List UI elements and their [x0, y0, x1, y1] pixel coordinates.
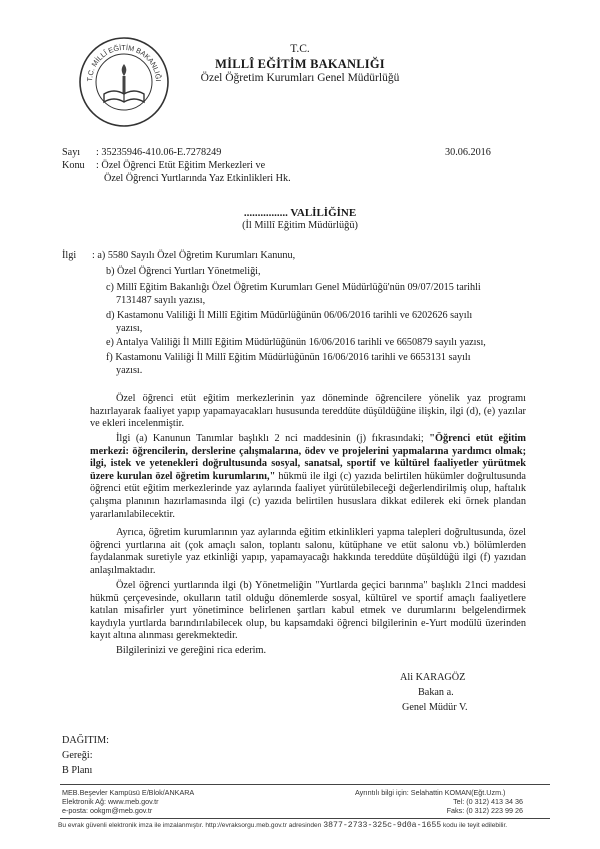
paragraph-5: [90, 645, 526, 658]
verification-code: 3877-2733-325c-9d0a-1655: [323, 821, 442, 830]
signatory-title: Genel Müdür V.: [402, 702, 468, 713]
ministry-name: MİLLÎ EĞİTİM BAKANLIĞI: [215, 57, 385, 71]
footer-verification: [58, 821, 507, 830]
paragraph-2: [90, 433, 526, 521]
ilgi-item: d) Kastamonu Valiliği İl Millî Eğitim Müdürlüğünün 06/06/2016 tarihli ve 6202626 sayılı: [106, 310, 473, 321]
konu-line-2: Özel Öğrenci Yurtlarında Yaz Etkinlikleri Hk.: [104, 173, 291, 184]
header-tc: T.C.: [290, 43, 310, 55]
ilgi-item: 7131487 sayılı yazısı,: [116, 295, 206, 306]
recipient-subtitle: (İl Millî Eğitim Müdürlüğü): [242, 220, 358, 231]
ilgi-item: yazısı.: [116, 365, 143, 376]
ilgi-item: yazısı,: [116, 323, 143, 334]
paragraph-3-text: Ayrıca, öğretim kurumlarının yaz aylarında eğitim etkinlikleri yapma talepleri doğrultusunda, özel öğrenci yurtlarına ait (çok amaçlı salon, toplantı salonu, kütüphane ve etüt salonu vb.) bölümlerden faydalanmak suretiyle yaz etkinliği yapıp, yapamayacağı hakkında tereddüte düşüldüğü ilgi (f) yazıdan anlaşılmaktadır.: [90, 527, 526, 576]
ilgi-item: b) Özel Öğrenci Yurtları Yönetmeliği,: [106, 266, 261, 277]
footer-fax: Faks: (0 312) 223 99 26: [446, 806, 523, 816]
svg-text:T.C. MİLLÎ EĞİTİM BAKANLIĞI: T.C. MİLLÎ EĞİTİM BAKANLIĞI: [84, 42, 164, 82]
paragraph-1: [90, 393, 526, 431]
paragraph-5-text: Bilgilerinizi ve gereğini rica ederim.: [116, 645, 267, 656]
recipient-title: ................ VALİLİĞİNE: [243, 207, 357, 219]
footer-divider-2: [60, 818, 550, 819]
paragraph-2-quote: "Öğrenci etüt eğitim merkezi: öğrencilerin, derslerine çalışmalarına, ödev ve projelerini yapmalarına yardımcı olmak; ilgi, istek ve yetenekleri doğrultusunda sosyal, sanatsal, sportif ve kültürel faaliyetler yürütmek üzere kurulan özel öğretim kurumlarını,": [90, 433, 526, 482]
ilgi-item: f) Kastamonu Valiliği İl Millî Eğitim Müdürlüğünün 16/06/2016 tarihli ve 6653131 sayılı: [106, 352, 471, 363]
footer-email: e-posta: ookgm@meb.gov.tr: [62, 806, 153, 816]
department-name: Özel Öğretim Kurumları Genel Müdürlüğü: [200, 72, 400, 84]
ilgi-label: İlgi: [62, 250, 77, 261]
footer-address: MEB.Beşevler Kampüsü E/Blok/ANKARA: [62, 788, 195, 797]
konu-label: Konu: [62, 160, 85, 171]
ilgi-item: e) Antalya Valiliği İl Millî Eğitim Müdürlüğünün 16/06/2016 tarihli ve 6650879 sayılı yazısı,: [106, 337, 486, 348]
distribution-title: DAĞITIM:: [62, 735, 109, 746]
verification-text: Bu evrak güvenli elektronik imza ile imzalanmıştır. http://evraksorgu.meb.gov.tr adresinden: [58, 822, 322, 829]
footer-tel: Tel: (0 312) 413 34 36: [453, 797, 523, 807]
footer-contact: Ayrıntılı bilgi için: Selahattin KOMAN(Eğt.Uzm.): [355, 788, 506, 797]
signatory-line-2: Bakan a.: [418, 687, 454, 698]
paragraph-1-text: Özel öğrenci etüt eğitim merkezlerinin yaz döneminde öğrencilere yönelik yaz programı hazırlayarak faaliyet yapıp yapamayacakları hususunda tereddüte düşüldüğüne ilişkin, ilgi (d), (e) yazılar ve ekleri incelenmiştir.: [90, 393, 526, 430]
paragraph-2-rest: hükmü ile ilgi (c) yazıda belirtilen hükümler doğrultusunda öğrenci etüt eğitim merkezlerinde yaz aylarında faaliyet yürütülebileceği değerlendirilmiş olup, haftalık çalışma planının hazırlamasında ilgi (c) yazıda belirtilen hususlara dikkat edilerek eki örnek plandan yararlanılabilecektir.: [90, 470, 526, 520]
footer-divider: [60, 784, 550, 785]
sayi-label: Sayı: [62, 147, 81, 158]
paragraph-2-intro: İlgi (a) Kanunun Tanımlar başlıklı 2 nci maddesinin (j) fıkrasındaki;: [116, 433, 430, 444]
paragraph-3: [90, 527, 526, 577]
ilgi-item: c) Millî Eğitim Bakanlığı Özel Öğretim Kurumları Genel Müdürlüğü'nün 09/07/2015 tarihli: [106, 282, 481, 293]
paragraph-4-text: Özel öğrenci yurtlarında ilgi (b) Yönetmeliğin "Yurtlarda geçici barınma" başlıklı 21nci maddesi hükmü çerçevesinde, okulların tatil olduğu dönemlerde sosyal, kültürel ve sportif amaçlı faaliyetlere katılan misafirler yurt yönetimince belirlenen şartları kabul etmek ve durumlarını belgelendirmek kaydıyla yurtlarda barındırılabilecek olup, bu kapsamdaki öğrenci bilgilerinin e-Yurt modülü üzerinden kayıt altına alınması gerekmektedir.: [90, 580, 526, 642]
sayi-value: : 35235946-410.06-E.7278249: [96, 147, 222, 158]
footer-contact-block: [355, 788, 523, 816]
distribution-line-1: Gereği:: [62, 750, 93, 761]
verification-suffix: kodu ile teyit edilebilir.: [443, 822, 508, 829]
footer-web: Elektronik Ağ: www.meb.gov.tr: [62, 797, 159, 807]
konu-line-1: : Özel Öğrenci Etüt Eğitim Merkezleri ve: [96, 160, 266, 171]
footer-address-block: [62, 788, 194, 816]
distribution-line-2: B Planı: [62, 765, 93, 776]
signatory-name: Ali KARAGÖZ: [400, 672, 466, 683]
document-date: 30.06.2016: [445, 147, 491, 158]
ilgi-item: : a) 5580 Sayılı Özel Öğretim Kurumları Kanunu,: [92, 250, 296, 261]
paragraph-4: [90, 580, 526, 643]
